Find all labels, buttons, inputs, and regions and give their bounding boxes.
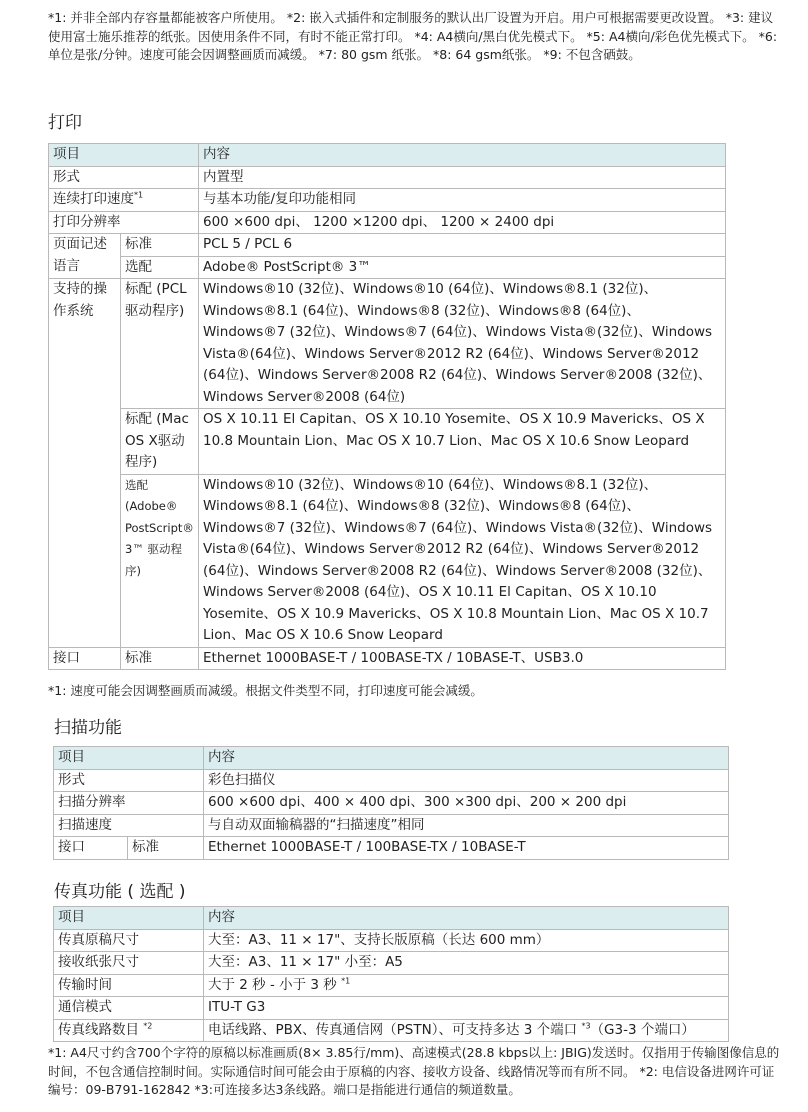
row-value: 600 ×600 dpi、400 × 400 dpi、300 ×300 dpi、200 × 200 dpi xyxy=(204,792,729,815)
footnote-marker: *1 xyxy=(134,190,144,200)
row-label: 打印分辨率 xyxy=(49,211,199,234)
row-label xyxy=(49,189,199,212)
table-row xyxy=(54,974,729,997)
row-label: 通信模式 xyxy=(54,997,204,1020)
row-value: 大至：A3、11 × 17" 小至：A5 xyxy=(204,952,729,975)
row-label: 接口 xyxy=(49,647,121,670)
row-label: 扫描速度 xyxy=(54,814,204,837)
table-row xyxy=(54,952,729,975)
sub-label: 选配 (Adobe® PostScript® 3™ 驱动程序) xyxy=(121,474,199,647)
table-header-row xyxy=(49,144,726,167)
row-value: 与基本功能/复印功能相同 xyxy=(199,189,726,212)
header-item: 项目 xyxy=(49,144,199,167)
row-label: 接口 xyxy=(54,837,128,860)
table-header-row xyxy=(54,747,729,770)
header-item: 项目 xyxy=(54,747,204,770)
table-row xyxy=(54,792,729,815)
row-label: 接收纸张尺寸 xyxy=(54,952,204,975)
row-value: 彩色扫描仪 xyxy=(204,769,729,792)
sub-label: 标准 xyxy=(128,837,204,860)
value-tail: （G3-3 个端口） xyxy=(590,1021,695,1038)
table-row xyxy=(54,837,729,860)
row-value: Ethernet 1000BASE-T / 100BASE-TX / 10BASE-T、USB3.0 xyxy=(199,647,726,670)
table-row xyxy=(49,234,726,257)
row-value: Ethernet 1000BASE-T / 100BASE-TX / 10BASE-T xyxy=(204,837,729,860)
row-label: 传真原稿尺寸 xyxy=(54,929,204,952)
table-row xyxy=(49,256,726,279)
label-text: 传真线路数目 xyxy=(58,1021,139,1038)
label-text: 连续打印速度 xyxy=(53,191,134,207)
row-label: 传输时间 xyxy=(54,974,204,997)
row-value: Windows®10 (32位)、Windows®10 (64位)、Windows®8.1 (32位)、Windows®8.1 (64位)、Windows®8 (32位)、Windows®8 (64位)、Windows®7 (32位)、Windows®7 (64位)、Windows Vista®(32位)、Windows Vista®(64位)、Windows Server®2012 R2 (64位)、Windows Server®2012 (64位)、Windows Server®2008 R2 (64位)、Windows Server®2008 (32位)、Windows Server®2008 (64位)、OS X 10.11 El Capitan、OS X 10.10 Yosemite、OS X 10.9 Mavericks、OS X 10.8 Mountain Lion、Mac OS X 10.7 Lion、Mac OS X 10.6 Snow Leopard xyxy=(199,474,726,647)
row-label: 页面记述语言 xyxy=(49,234,121,279)
print-footnote: *1: 速度可能会因调整画质而减缓。根据文件类型不同，打印速度可能会减缓。 xyxy=(48,683,483,698)
table-row xyxy=(54,814,729,837)
value-text: 电话线路、PBX、传真通信网（PSTN）、可支持多达 3 个端口 xyxy=(208,1021,578,1038)
sub-label: 标准 xyxy=(121,647,199,670)
scan-section-title: 扫描功能 xyxy=(54,718,122,738)
fax-spec-table xyxy=(53,906,729,1042)
sub-label: 标配 (PCL 驱动程序) xyxy=(121,279,199,409)
row-value xyxy=(204,974,729,997)
fax-footnotes: *1: A4尺寸约含700个字符的原稿以标准画质(8× 3.85行/mm)、高速模式(28.8 kbps以上: JBIG)发送时。仅指用于传输图像信息的时间，不包含通信控制时间。实际通信时间可能会由于原稿的内容、接收方设备、线路情况等而有所不同。 *2: 电信设备进网许可证编号：09-B791-162842 *3:可连接多达3条线路。端口是指能进行通信的频道数量。 xyxy=(48,1045,780,1097)
fax-section-title: 传真功能 ( 选配 ) xyxy=(54,882,186,902)
row-label xyxy=(54,1019,204,1042)
table-row xyxy=(49,647,726,670)
sub-label: 标配 (Mac OS X驱动程序) xyxy=(121,409,199,475)
table-row xyxy=(49,279,726,409)
header-content: 内容 xyxy=(204,747,729,770)
row-value: ITU-T G3 xyxy=(204,997,729,1020)
table-row xyxy=(49,189,726,212)
sub-label: 选配 xyxy=(121,256,199,279)
print-section-title: 打印 xyxy=(48,113,82,133)
row-label: 形式 xyxy=(54,769,204,792)
row-value: 大至：A3、11 × 17"、支持长版原稿（长达 600 mm） xyxy=(204,929,729,952)
row-value xyxy=(204,1019,729,1042)
table-row xyxy=(49,474,726,647)
row-label: 扫描分辨率 xyxy=(54,792,204,815)
table-row xyxy=(54,929,729,952)
row-label: 支持的操作系统 xyxy=(49,279,121,648)
row-value: 内置型 xyxy=(199,166,726,189)
row-value: Windows®10 (32位)、Windows®10 (64位)、Windows®8.1 (32位)、Windows®8.1 (64位)、Windows®8 (32位)、Windows®8 (64位)、Windows®7 (32位)、Windows®7 (64位)、Windows Vista®(32位)、Windows Vista®(64位)、Windows Server®2012 R2 (64位)、Windows Server®2012 (64位)、Windows Server®2008 R2 (64位)、Windows Server®2008 (32位)、Windows Server®2008 (64位) xyxy=(199,279,726,409)
row-value: Adobe® PostScript® 3™ xyxy=(199,256,726,279)
table-header-row xyxy=(54,907,729,930)
table-row xyxy=(49,409,726,475)
row-value: OS X 10.11 El Capitan、OS X 10.10 Yosemite、OS X 10.9 Mavericks、OS X 10.8 Mountain Lion、Mac OS X 10.7 Lion、Mac OS X 10.6 Snow Leopard xyxy=(199,409,726,475)
value-text: 大于 2 秒 - 小于 3 秒 xyxy=(208,976,337,993)
row-value: PCL 5 / PCL 6 xyxy=(199,234,726,257)
table-row xyxy=(49,166,726,189)
table-row xyxy=(54,769,729,792)
table-row xyxy=(54,1019,729,1042)
row-label: 形式 xyxy=(49,166,199,189)
footnote-marker: *3 xyxy=(581,1021,591,1030)
row-value: 与自动双面输稿器的“扫描速度”相同 xyxy=(204,814,729,837)
footnote-marker: *1 xyxy=(341,976,351,985)
footnote-marker: *2 xyxy=(143,1021,153,1030)
print-spec-table xyxy=(48,143,726,670)
header-content: 内容 xyxy=(199,144,726,167)
top-footnotes: *1: 并非全部内存容量都能被客户所使用。 *2: 嵌入式插件和定制服务的默认出厂设置为开启。用户可根据需要更改设置。 *3: 建议使用富士施乐推荐的纸张。因使用条件不同，有时不能正常打印。 *4: A4横向/黑白优先模式下。 *5: A4横向/彩色优先模式下。 *6: 单位是张/分钟。速度可能会因调整画质而减缓。 *7: 80 gsm 纸张。 *8: 64 gsm纸张。 *9: 不包含硒鼓。 xyxy=(48,10,778,62)
table-row xyxy=(49,211,726,234)
header-item: 项目 xyxy=(54,907,204,930)
scan-spec-table xyxy=(53,746,729,860)
sub-label: 标准 xyxy=(121,234,199,257)
table-row xyxy=(54,997,729,1020)
header-content: 内容 xyxy=(204,907,729,930)
row-value: 600 ×600 dpi、 1200 ×1200 dpi、 1200 × 2400 dpi xyxy=(199,211,726,234)
